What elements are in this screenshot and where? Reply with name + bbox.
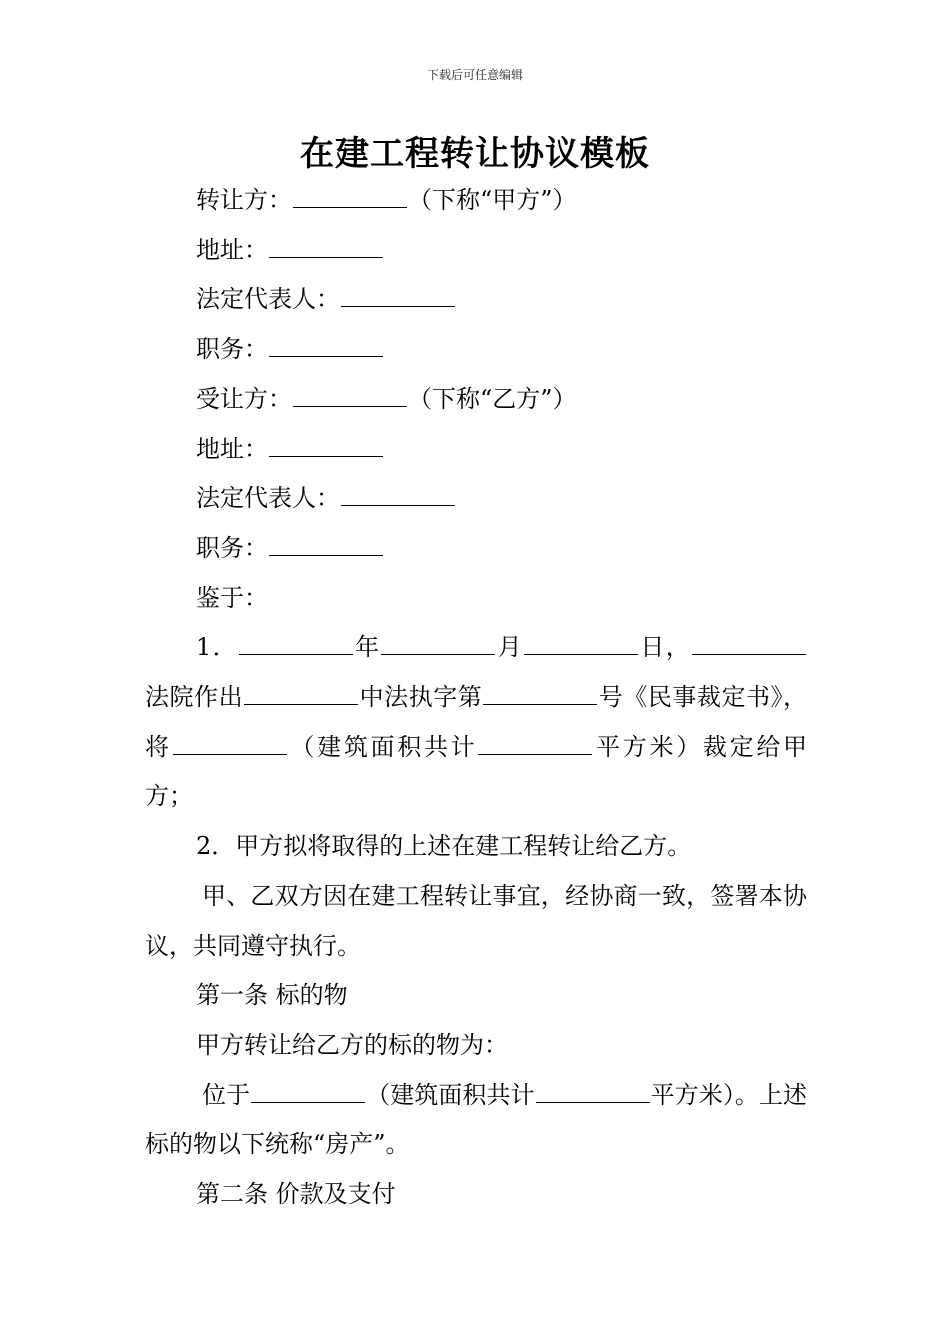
header-note: 下载后可任意编辑 <box>426 68 523 82</box>
position-label: 职务： <box>196 533 268 562</box>
month-text: 月 <box>496 633 524 662</box>
transferor-position-line <box>145 325 807 375</box>
court-blank <box>692 653 806 655</box>
transferee-alias: （下称“乙方”） <box>408 384 577 413</box>
item1-number: 1． <box>196 633 238 662</box>
transferor-line <box>145 176 807 226</box>
transferee-label: 受让方： <box>196 384 292 413</box>
article-1-description: 甲方转让给乙方的标的物为： <box>196 1030 508 1059</box>
year-blank <box>239 653 353 655</box>
transferee-legal-rep-line <box>145 474 807 524</box>
whereas-item-1 <box>145 623 807 822</box>
position-blank <box>269 554 383 556</box>
case-number-blank <box>483 703 597 705</box>
transferor-address-line <box>145 226 807 276</box>
address-label: 地址： <box>196 434 268 463</box>
sqm-text: 平方米）裁定给甲方； <box>145 732 808 811</box>
transferee-blank <box>293 405 407 407</box>
year-text: 年 <box>353 633 381 662</box>
address-blank <box>269 455 383 457</box>
article-2-heading: 第二条 价款及支付 <box>196 1180 396 1209</box>
position-label: 职务： <box>196 335 268 364</box>
legal-rep-label: 法定代表人： <box>196 285 340 314</box>
ruling-text: 号《民事裁定书》，将 <box>145 683 808 761</box>
transferor-blank <box>293 206 407 208</box>
area-text: （建筑面积共计 <box>287 732 478 761</box>
whereas-item-2: 2．甲方拟将取得的上述在建工程转让给乙方。 <box>196 832 692 861</box>
transferee-position-line <box>145 524 807 574</box>
transferee-line <box>145 375 807 425</box>
address-blank <box>269 256 383 258</box>
sqm-end-text: 平方米）。上述标的物以下统称“房产”。 <box>145 1080 808 1159</box>
legal-rep-blank <box>341 504 455 506</box>
whereas-line: 鉴于： <box>196 583 268 612</box>
transferee-address-line <box>145 425 807 475</box>
day-blank <box>524 653 638 655</box>
article-1-heading: 第一条 标的物 <box>196 981 348 1010</box>
transferor-alias: （下称“甲方”） <box>408 186 577 214</box>
property-location <box>145 1071 807 1170</box>
document-title: 在建工程转让协议模板 <box>300 134 650 174</box>
agreement-paragraph: 甲、乙双方因在建工程转让事宜，经协商一致，签署本协议，共同遵守执行。 <box>145 881 807 960</box>
location-blank <box>251 1101 365 1103</box>
position-blank <box>269 355 383 357</box>
document-body <box>145 176 807 1220</box>
court-text: 法院作出 <box>145 683 244 712</box>
case-text: 中法执字第 <box>359 683 483 712</box>
transferor-label: 转让方： <box>196 186 292 214</box>
day-text: 日， <box>639 633 691 662</box>
property-blank <box>173 753 287 755</box>
legal-rep-label: 法定代表人： <box>196 484 340 513</box>
area-blank <box>478 753 592 755</box>
transferor-legal-rep-line <box>145 275 807 325</box>
address-label: 地址： <box>196 235 268 264</box>
month-blank <box>381 653 495 655</box>
located-at-text: 位于 <box>202 1080 251 1109</box>
area-blank <box>536 1101 650 1103</box>
case-blank <box>244 703 358 705</box>
area-text: （建筑面积共计 <box>366 1080 535 1109</box>
legal-rep-blank <box>341 305 455 307</box>
